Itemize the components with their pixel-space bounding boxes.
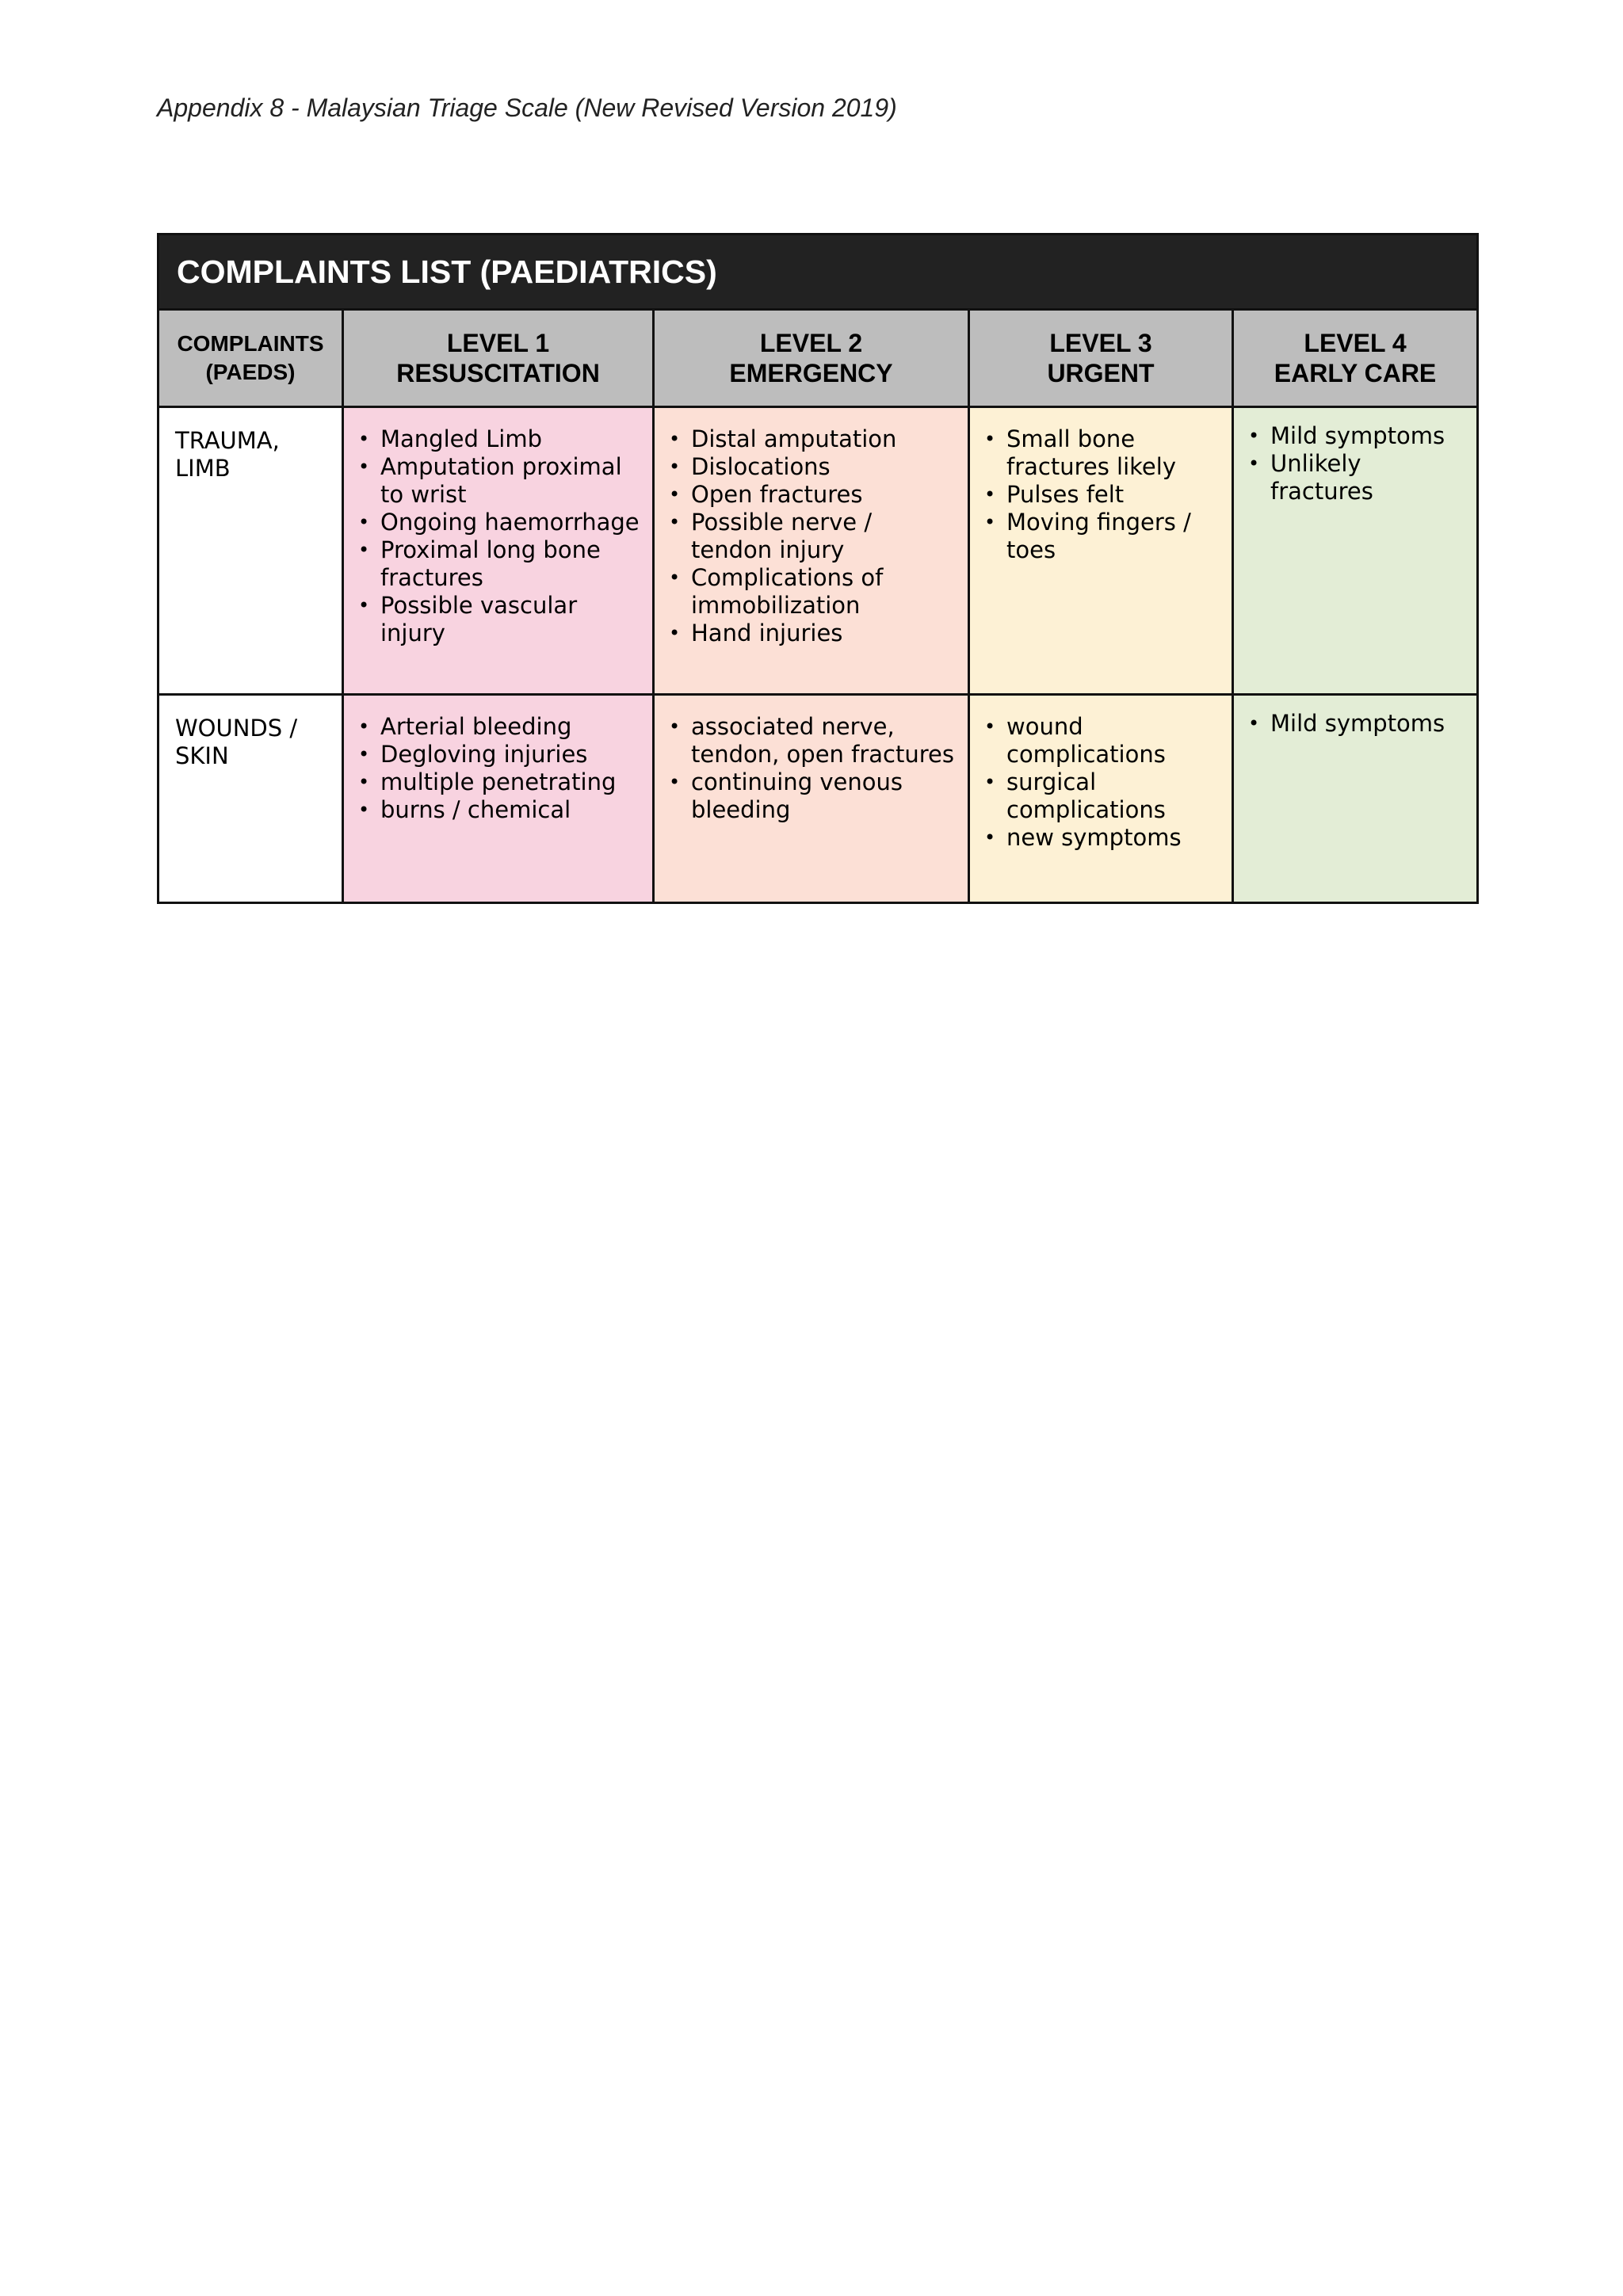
- complaint-cell: [158, 695, 343, 903]
- header-line: EARLY CARE: [1274, 359, 1437, 387]
- list-item: • Mild symptoms: [1270, 710, 1468, 738]
- level-2-cell: [654, 695, 969, 903]
- header-complaints: [158, 310, 343, 407]
- list-item: • wound complications: [1006, 713, 1224, 769]
- header-line: URGENT: [1047, 359, 1155, 387]
- list-item: • Mangled Limb: [380, 425, 644, 453]
- symptom-list: [666, 713, 960, 824]
- level-4-cell: [1233, 695, 1478, 903]
- list-item: • new symptoms: [1006, 824, 1224, 852]
- level-3-cell: [969, 407, 1233, 695]
- level-3-cell: [969, 695, 1233, 903]
- list-item: • associated nerve, tendon, open fractures: [691, 713, 960, 769]
- header-level-3: [969, 310, 1233, 407]
- list-item: • Open fractures: [691, 481, 960, 509]
- header-line: LEVEL 3: [1049, 329, 1152, 357]
- list-item: • Pulses felt: [1006, 481, 1224, 509]
- header-line: COMPLAINTS: [177, 331, 324, 356]
- symptom-list: [981, 425, 1224, 564]
- list-item: • continuing venous bleeding: [691, 769, 960, 824]
- symptom-list: [355, 425, 644, 647]
- list-item: • Unlikely fractures: [1270, 450, 1468, 505]
- table-row: [158, 695, 1478, 903]
- list-item: • Small bone fractures likely: [1006, 425, 1224, 481]
- table-header-row: [158, 310, 1478, 407]
- header-line: (PAEDS): [205, 360, 296, 384]
- complaint-label: TRAUMA,: [175, 427, 280, 454]
- list-item: • Possible nerve / tendon injury: [691, 509, 960, 564]
- list-item: • Distal amputation: [691, 425, 960, 453]
- level-1-cell: [343, 695, 654, 903]
- list-item: • multiple penetrating: [380, 769, 644, 796]
- header-level-1: [343, 310, 654, 407]
- header-level-4: [1233, 310, 1478, 407]
- complaint-cell: [158, 407, 343, 695]
- header-line: LEVEL 1: [446, 329, 550, 357]
- header-line: LEVEL 2: [759, 329, 863, 357]
- symptom-list: [666, 425, 960, 647]
- list-item: • Moving fingers / toes: [1006, 509, 1224, 564]
- level-2-cell: [654, 407, 969, 695]
- symptom-list: [1245, 422, 1468, 505]
- list-item: • Arterial bleeding: [380, 713, 644, 741]
- complaint-label: WOUNDS /: [175, 715, 298, 742]
- list-item: • Complications of immobilization: [691, 564, 960, 620]
- list-item: • Proximal long bone fractures: [380, 536, 644, 592]
- header-line: EMERGENCY: [729, 359, 893, 387]
- list-item: • Hand injuries: [691, 620, 960, 647]
- list-item: • Ongoing haemorrhage: [380, 509, 644, 536]
- level-1-cell: [343, 407, 654, 695]
- list-item: • Degloving injuries: [380, 741, 644, 769]
- list-item: • Amputation proximal to wrist: [380, 453, 644, 509]
- complaint-label: SKIN: [175, 742, 229, 769]
- header-line: RESUSCITATION: [396, 359, 600, 387]
- list-item: • Dislocations: [691, 453, 960, 481]
- page-header: Appendix 8 - Malaysian Triage Scale (New Revised Version 2019): [157, 93, 897, 122]
- complaints-table-wrapper: [157, 233, 1476, 904]
- complaint-label: LIMB: [175, 455, 231, 482]
- header-level-2: [654, 310, 969, 407]
- list-item: • burns / chemical: [380, 796, 644, 824]
- complaints-table: [157, 233, 1479, 904]
- symptom-list: [355, 713, 644, 824]
- table-row: [158, 407, 1478, 695]
- symptom-list: [981, 713, 1224, 852]
- table-title: COMPLAINTS LIST (PAEDIATRICS): [158, 235, 1478, 310]
- list-item: • Mild symptoms: [1270, 422, 1468, 450]
- header-line: LEVEL 4: [1304, 329, 1407, 357]
- symptom-list: [1245, 710, 1468, 738]
- list-item: • Possible vascular injury: [380, 592, 644, 647]
- level-4-cell: [1233, 407, 1478, 695]
- list-item: • surgical complications: [1006, 769, 1224, 824]
